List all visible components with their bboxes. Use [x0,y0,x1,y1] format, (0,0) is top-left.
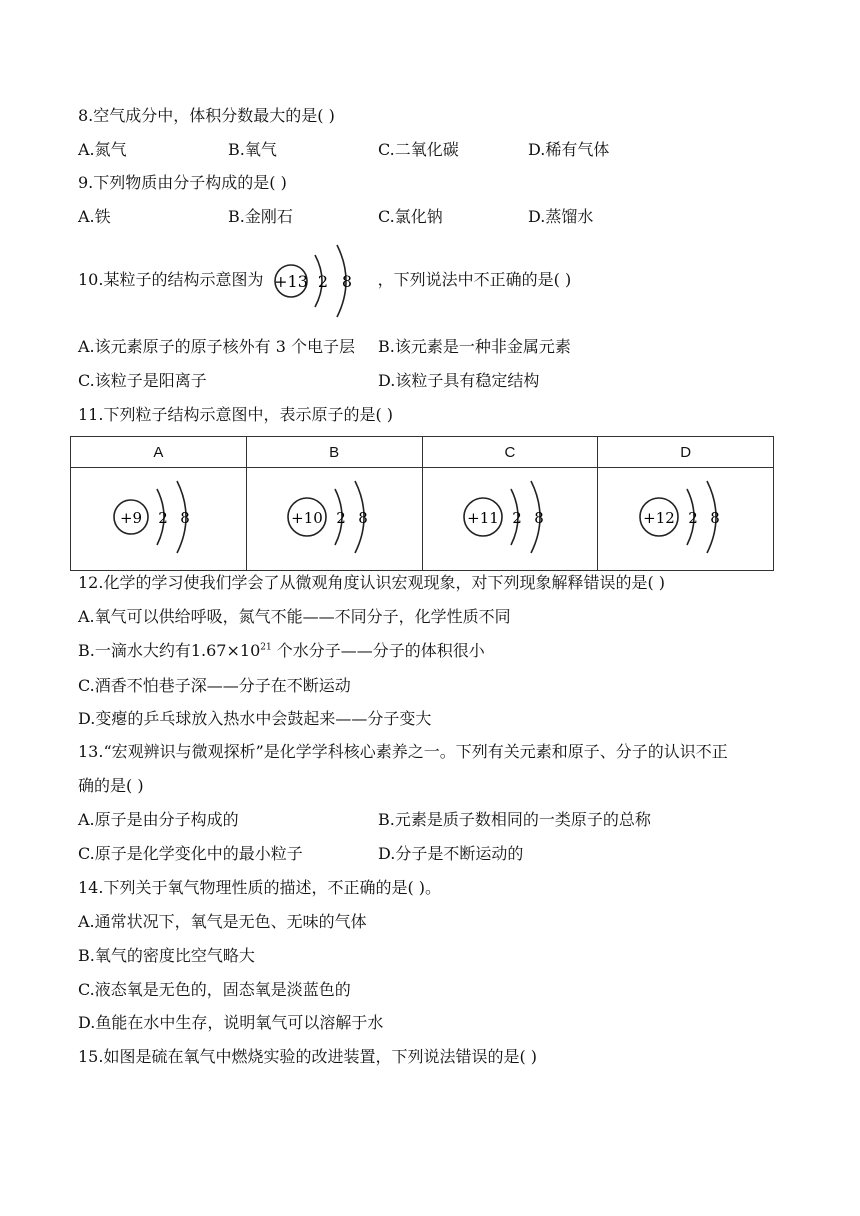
question-12-stem: 12.化学的学习使我们学会了从微观角度认识宏观现象，对下列现象解释错误的是( ) [78,573,666,592]
q10-ion-structure-diagram [271,241,371,321]
q11-diagram-table [70,436,774,571]
question-15-stem: 15.如图是硫在氧气中燃烧实验的改进装置，下列说法错误的是( ) [78,1047,538,1066]
q11-atom-diagram-b [279,477,389,557]
q12-option-d: D.变瘪的乒乓球放入热水中会鼓起来——分子变大 [78,709,432,728]
q11-header-c: C [422,437,598,468]
svg-text:8: 8 [534,509,544,527]
q11-cell-a [71,468,247,571]
q10-stem-before: 10.某粒子的结构示意图为 [78,270,264,289]
q12-option-c: C.酒香不怕巷子深——分子在不断运动 [78,676,351,695]
q10-option-b: B.该元素是一种非金属元素 [378,337,571,356]
q12-option-b-number: 1.67×10 [190,641,261,660]
q10-option-d: D.该粒子具有稳定结构 [378,371,540,390]
q11-header-d: D [598,437,774,468]
q8-option-b: B.氧气 [228,140,277,159]
q14-option-a: A.通常状况下，氧气是无色、无味的气体 [78,912,367,931]
q13-option-d: D.分子是不断运动的 [378,844,524,863]
q9-option-d: D.蒸馏水 [528,207,594,226]
svg-text:8: 8 [709,509,720,527]
q13-option-c: C.原子是化学变化中的最小粒子 [78,844,303,863]
q14-option-b: B.氧气的密度比空气略大 [78,946,255,965]
q11-cell-b [246,468,422,571]
svg-text:2: 2 [158,509,169,527]
q12-option-b-after: 个水分子——分子的体积很小 [271,641,485,660]
q12-option-b-text: B.一滴水大约有 [78,641,191,660]
question-9-stem: 9.下列物质由分子构成的是( ) [78,173,287,192]
q11-atom-diagram-d [631,477,741,557]
q14-option-d: D.鱼能在水中生存，说明氧气可以溶解于水 [78,1013,384,1032]
svg-text:+12: +12 [642,509,675,527]
q11-atom-diagram-a [103,477,213,557]
svg-text:2: 2 [512,509,522,527]
q12-option-a: A.氧气可以供给呼吸，氮气不能——不同分子，化学性质不同 [78,607,511,626]
q11-table-header-row [71,437,774,468]
svg-text:2: 2 [336,509,346,527]
question-13-stem-line-2: 确的是( ) [78,776,144,795]
q12-option-b-exponent: 21 [260,642,272,653]
question-8-stem: 8.空气成分中，体积分数最大的是( ) [78,106,335,125]
q8-option-a: A.氮气 [78,140,127,159]
q10-stem-after: ，下列说法中不正确的是( ) [377,270,572,289]
q10-nucleus-label: +13 [273,271,308,291]
q9-option-b: B.金刚石 [228,207,293,226]
svg-text:+11: +11 [467,509,499,527]
question-11-stem: 11.下列粒子结构示意图中，表示原子的是( ) [78,405,394,424]
q10-shell-1-count: 2 [317,271,328,291]
q11-atom-diagram-c [455,477,565,557]
q8-option-c: C.二氧化碳 [378,140,459,159]
q8-option-d: D.稀有气体 [528,140,610,159]
q11-header-a: A [71,437,247,468]
svg-text:+9: +9 [120,509,143,527]
q11-table-diagram-row [71,468,774,571]
svg-text:+10: +10 [291,509,323,527]
question-13-stem-line-1: 13.“宏观辨识与微观探析”是化学学科核心素养之一。下列有关元素和原子、分子的认识不正 [78,742,728,761]
q13-option-a: A.原子是由分子构成的 [78,810,239,829]
q10-option-c: C.该粒子是阳离子 [78,371,207,390]
q9-option-c: C.氯化钠 [378,207,443,226]
q10-option-a: A.该元素原子的原子核外有 3 个电子层 [78,337,355,356]
q9-option-a: A.铁 [78,207,111,226]
q12-option-b [78,640,485,662]
svg-text:8: 8 [180,509,191,527]
q10-shell-2-count: 8 [341,271,352,291]
svg-text:8: 8 [358,509,368,527]
q13-option-b: B.元素是质子数相同的一类原子的总称 [378,810,651,829]
q14-option-c: C.液态氧是无色的，固态氧是淡蓝色的 [78,980,351,999]
q11-cell-c [422,468,598,571]
svg-text:2: 2 [687,509,698,527]
q11-cell-d [598,468,774,571]
q11-header-b: B [246,437,422,468]
question-10-stem [78,240,571,320]
question-14-stem: 14.下列关于氧气物理性质的描述，不正确的是( )。 [78,878,442,897]
